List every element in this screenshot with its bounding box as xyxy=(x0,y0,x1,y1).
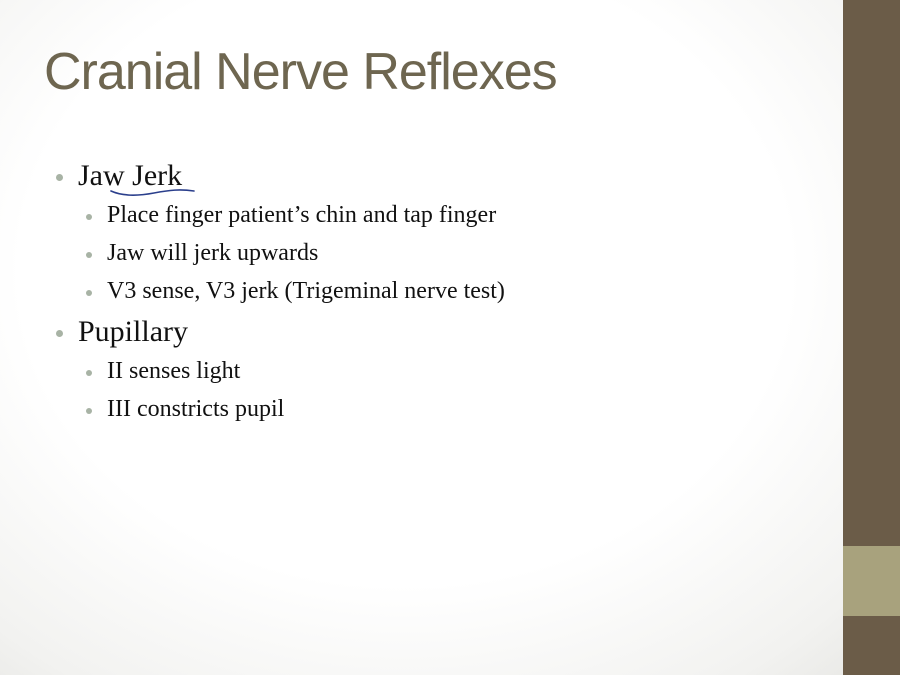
handwritten-underline-icon xyxy=(108,184,198,198)
subbullet-label: Place finger patient’s chin and tap finger xyxy=(107,202,497,228)
subbullet-senses-light xyxy=(107,358,240,385)
bullet-pupillary xyxy=(78,315,188,349)
subbullet-label: V3 sense, V3 jerk (Trigeminal nerve test) xyxy=(107,278,505,304)
bullet-dot-icon xyxy=(56,330,63,337)
subbullet-jaw-upwards xyxy=(107,240,318,267)
bullet-dot-icon xyxy=(56,174,63,181)
decorative-sidebar-accent xyxy=(843,546,900,616)
subbullet-place-finger xyxy=(107,202,496,229)
subbullet-label: Jaw will jerk upwards xyxy=(107,240,319,266)
subbullet-label: III constricts pupil xyxy=(107,396,285,422)
bullet-dot-icon xyxy=(86,408,92,414)
slide-title: Cranial Nerve Reflexes xyxy=(44,43,557,101)
bullet-dot-icon xyxy=(86,290,92,296)
bullet-label: Pupillary xyxy=(78,315,188,348)
subbullet-label: II senses light xyxy=(107,358,241,384)
subbullet-v3-sense xyxy=(107,278,505,305)
bullet-dot-icon xyxy=(86,252,92,258)
bullet-label: Jaw Jerk xyxy=(78,159,183,192)
bullet-dot-icon xyxy=(86,214,92,220)
bullet-dot-icon xyxy=(86,370,92,376)
subbullet-constricts-pupil xyxy=(107,396,284,423)
